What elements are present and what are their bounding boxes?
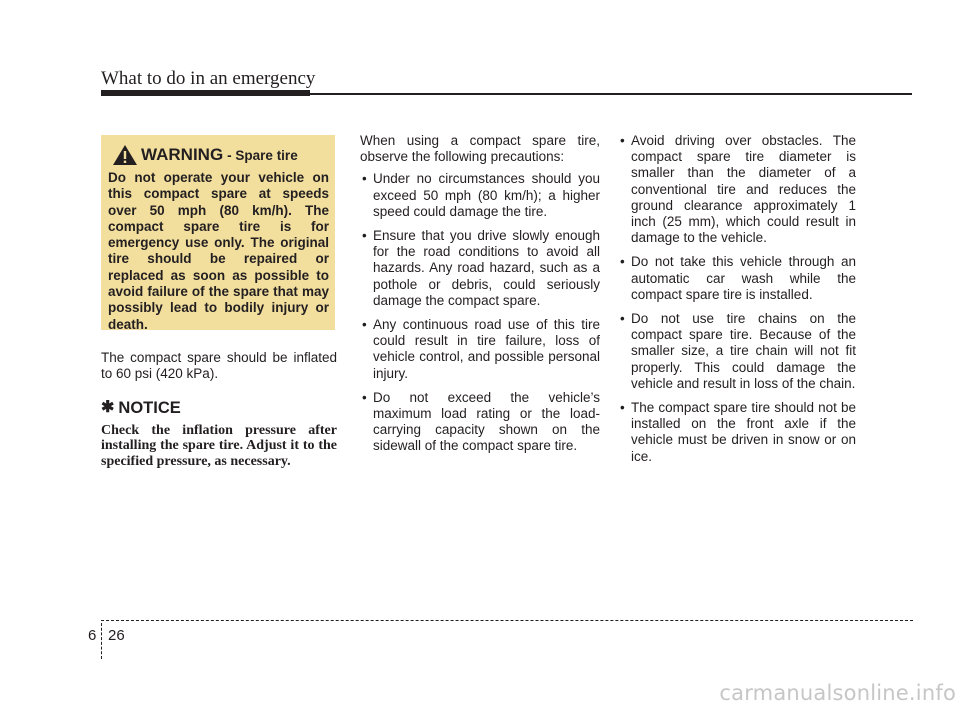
list-item: • Any continuous road use of this tire could result in tire failure, loss of vehicle control, and possible personal injury. [360,317,600,382]
warning-box [101,135,335,330]
inflation-paragraph: The compact spare should be inflated to 60 psi (420 kPa). [101,350,337,382]
list-item: • Avoid driving over obstacles. The compact spare tire diameter is smaller than the diameter of a conventional tire and reduces the ground clearance approximately 1 inch (25 mm), which could result in damage to the vehicle. [618,133,856,246]
warning-subtitle: - Spare tire [227,147,298,163]
section-number: 6 [88,627,97,644]
precautions-list [360,171,600,454]
notice-heading [101,400,337,416]
warning-heading [112,143,329,167]
left-column [101,350,337,470]
footer-divider [101,623,102,659]
header-rule [310,93,912,95]
header-bar [101,90,310,96]
list-item: • Do not exceed the vehicle’s maximum load rating or the load-carrying capacity shown on the sidewall of the compact spare tire. [360,390,600,455]
section-title: What to do in an emergency [101,68,316,89]
page-number: 26 [108,627,125,644]
footer-rule [101,620,913,621]
warning-text: Do not operate your vehicle on this compact spare at speeds over 50 mph (80 km/h). The compact spare tire is for emergency use only. The original tire should be repaired or replaced as soon as possible to avoid failure of the spare that may possibly lead to bodily injury or death. [108,170,329,332]
asterisk-icon: ✱ [101,399,115,417]
right-column [618,133,856,473]
warning-triangle-icon [112,144,138,166]
watermark: carmanualsonline.info [719,681,956,705]
warning-label: WARNING [141,145,224,164]
list-item: • Do not take this vehicle through an automatic car wash while the compact spare tire is installed. [618,254,856,303]
notice-label: NOTICE [118,399,181,418]
list-item: • Ensure that you drive slowly enough for the road conditions to avoid all hazards. Any road hazard, such as a pothole or debris, could seriously damage the compact spare. [360,228,600,309]
notice-text: Check the inflation pressure after installing the spare tire. Adjust it to the specified pressure, as necessary. [101,422,337,470]
list-item: • Under no circumstances should you exceed 50 mph (80 km/h); a higher speed could damage the tire. [360,171,600,220]
precautions-list-continued [618,133,856,465]
middle-column [360,133,600,463]
list-item: • Do not use tire chains on the compact spare tire. Because of the smaller size, a tire chain will not fit properly. This could damage the vehicle and result in loss of the chain. [618,311,856,392]
list-item: • The compact spare tire should not be installed on the front axle if the vehicle must be driven in snow or on ice. [618,400,856,465]
precautions-intro: When using a compact spare tire, observe the following precautions: [360,133,600,165]
